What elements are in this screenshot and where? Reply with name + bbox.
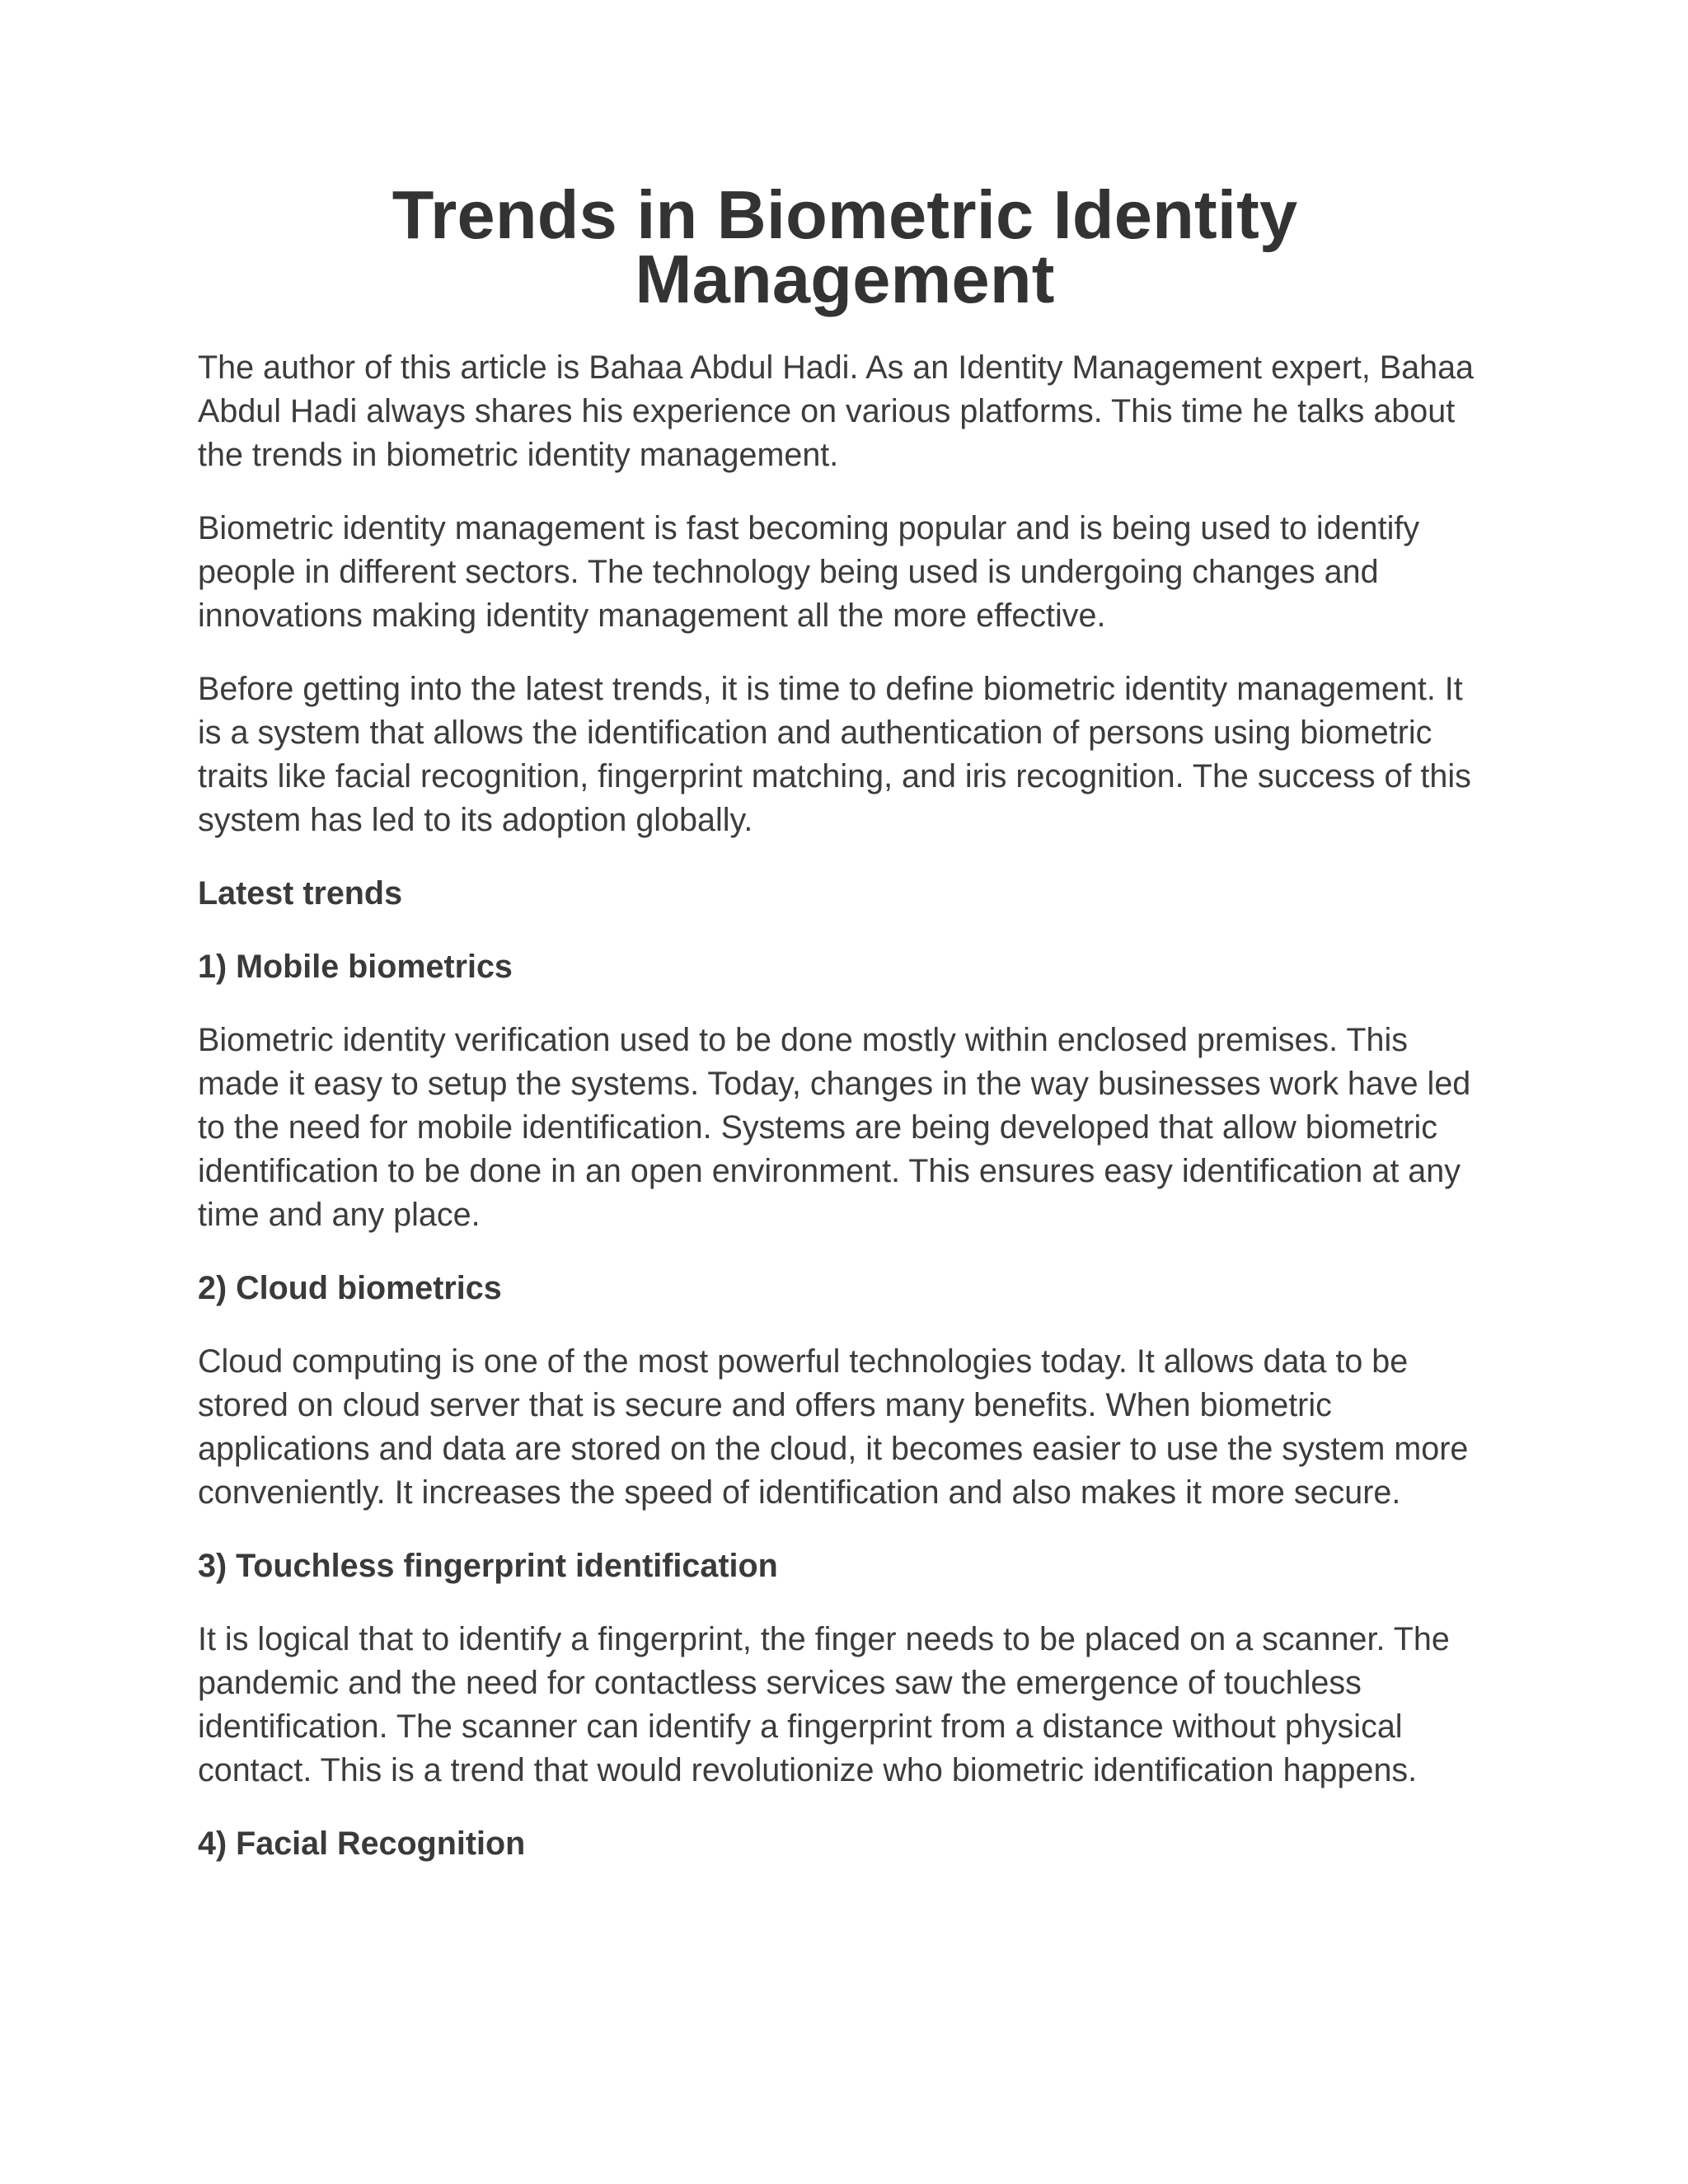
document-title: Trends in Biometric Identity Management: [392, 176, 1298, 317]
intro-paragraph-popularity: Biometric identity management is fast becoming popular and is being used to identify people in different sectors. The technology being used is undergoing changes and innovations making identity management all the more effective.: [198, 510, 1420, 634]
section-heading-mobile-biometrics: 1) Mobile biometrics: [198, 949, 513, 985]
intro-paragraph-definition: Before getting into the latest trends, it is time to define biometric identity management. It is a system that allows the identification and authentication of persons using biometric traits like facial recognition, fingerprint matching, and iris recognition. The success of this system has led to its adoption globally.: [198, 671, 1471, 838]
section-heading-cloud-biometrics: 2) Cloud biometrics: [198, 1270, 502, 1306]
section-body-mobile-biometrics: Biometric identity verification used to be done mostly within enclosed premises. This made it easy to setup the systems. Today, changes in the way businesses work have led to the need for mobile identification. Systems are being developed that allow biometric identification to be done in an open environment. This ensures easy identification at any time and any place.: [198, 1022, 1471, 1233]
section-body-cloud-biometrics: Cloud computing is one of the most powerful technologies today. It allows data to be stored on cloud server that is secure and offers many benefits. When biometric applications and data are stored on the cloud, it becomes easier to use the system more conveniently. It increases the speed of identification and also makes it more secure.: [198, 1343, 1469, 1511]
section-heading-facial-recognition: 4) Facial Recognition: [198, 1825, 526, 1862]
document-page: [198, 176, 1492, 1896]
section-body-touchless-fingerprint: It is logical that to identify a fingerprint, the finger needs to be placed on a scanner. The pandemic and the need for contactless services saw the emergence of touchless identification. The scanner can identify a fingerprint from a distance without physical contact. This is a trend that would revolutionize who biometric identification happens.: [198, 1621, 1450, 1788]
latest-trends-heading: Latest trends: [198, 875, 403, 912]
intro-paragraph-author: The author of this article is Bahaa Abdul Hadi. As an Identity Management expert, Bahaa Abdul Hadi always shares his experience on various platforms. This time he talks about the trends in biometric identity management.: [198, 349, 1475, 473]
section-heading-touchless-fingerprint: 3) Touchless fingerprint identification: [198, 1548, 778, 1584]
